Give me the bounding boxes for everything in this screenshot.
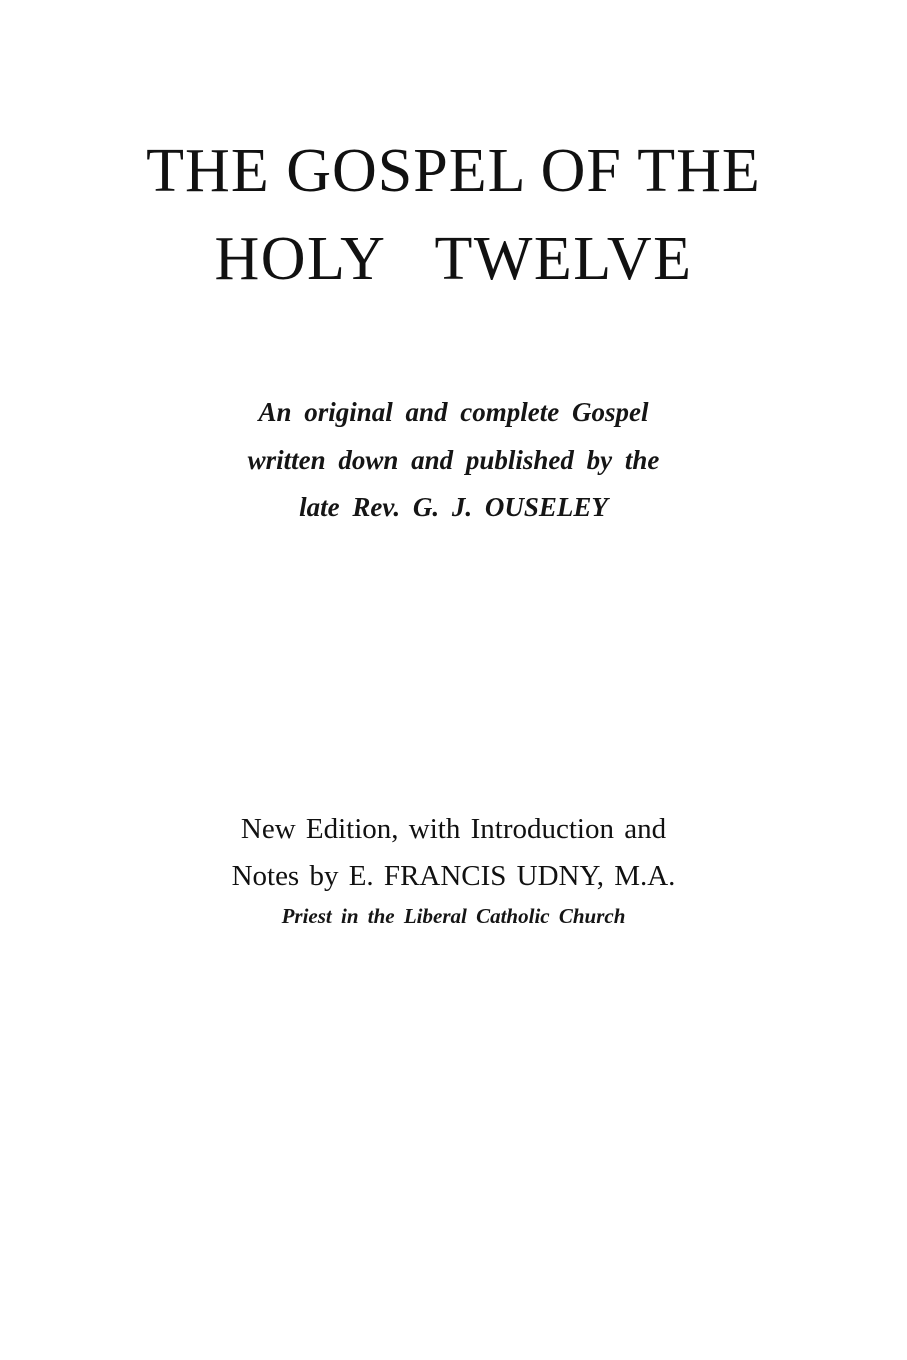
book-title-line-1: THE GOSPEL OF THE (146, 137, 761, 205)
subtitle-line-1: An original and complete Gospel (258, 397, 649, 427)
subtitle-line-2: written down and published by the (247, 445, 660, 475)
subtitle-line-3: late Rev. G. J. OUSELEY (299, 492, 608, 522)
edition-line-1: New Edition, with Introduction and (240, 813, 667, 845)
edition-line-2: Notes by E. FRANCIS UDNY, M.A. (231, 860, 676, 892)
book-title-word-holy: HOLY (214, 225, 387, 293)
book-title-word-twelve: TWELVE (434, 225, 693, 293)
editor-affiliation: Priest in the Liberal Catholic Church (281, 904, 626, 928)
book-title-line-2 (0, 225, 907, 293)
